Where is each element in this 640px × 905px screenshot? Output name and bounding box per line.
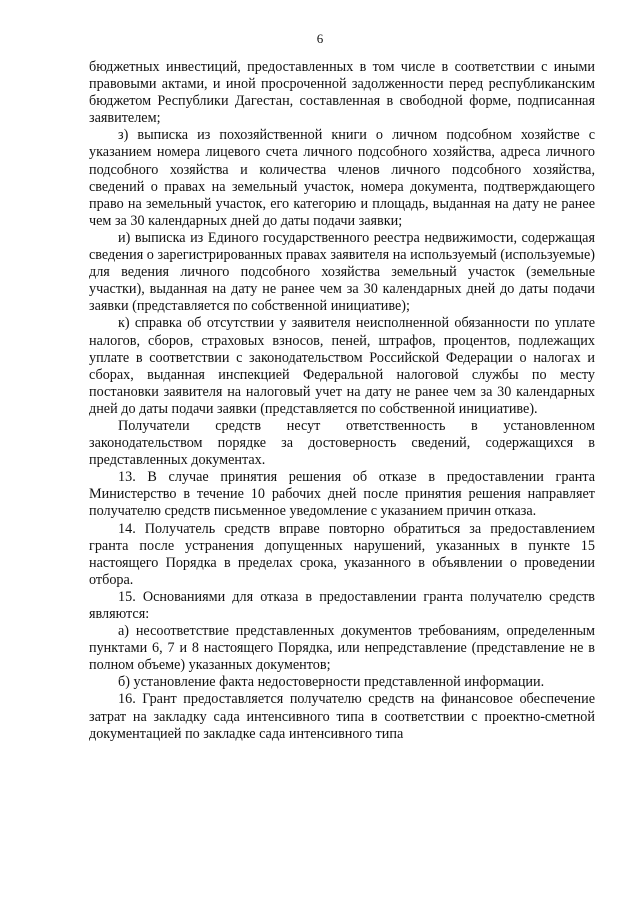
paragraph: з) выписка из похозяйственной книги о личном подсобном хозяйстве с указанием номера лицевого счета личного подсобного хозяйства, адреса личного подсобного хозяйства и количества членов личного подсобного хозяйства, сведений о правах на земельный участок, номера документа, подтверждающего право на земельный участок, его категорию и площадь, выданная на дату не ранее чем за 30 календарных дней до даты подачи заявки;: [89, 127, 595, 229]
page-number: 6: [316, 31, 324, 46]
paragraph: б) установление факта недостоверности представленной информации.: [118, 674, 545, 691]
paragraph: 16. Грант предоставляется получателю средств на финансовое обеспечение затрат на закладку сада интенсивного типа в соответствии с проектно-сметной документацией по закладке сада интенсивного типа: [89, 691, 595, 742]
paragraph: 15. Основаниями для отказа в предоставлении гранта получателю средств являются:: [89, 588, 595, 622]
paragraph: бюджетных инвестиций, предоставленных в том числе в соответствии с иными правовыми актами, и иной просроченной задолженности перед республиканским бюджетом Республики Дагестан, составленная в свободной форме, подписанная заявителем;: [89, 59, 595, 127]
paragraph: 13. В случае принятия решения об отказе в предоставлении гранта Министерство в течение 10 рабочих дней после принятия решения направляет получателю средств письменное уведомление с указанием причин отказа.: [89, 469, 595, 520]
paragraph: к) справка об отсутствии у заявителя неисполненной обязанности по уплате налогов, сборов, страховых взносов, пеней, штрафов, процентов, подлежащих уплате в соответствии с законодательством Российской Федерации о налогах и сборах, выданная инспекцией Федеральной налоговой службы по месту постановки заявителя на налоговый учет на дату не ранее чем за 30 календарных дней до даты подачи заявки (представляется по собственной инициативе).: [89, 315, 595, 417]
paragraph: и) выписка из Единого государственного реестра недвижимости, содержащая сведения о зарегистрированных правах заявителя на используемый (используемые) для ведения личного подсобного хозяйства земельный участок (земельные участки), выданная на дату не ранее чем за 30 календарных дней до даты подачи заявки (представляется по собственной инициативе);: [89, 229, 595, 315]
paragraph: Получатели средств несут ответственность в установленном законодательством порядке за достоверность сведений, содержащихся в представленных документах.: [89, 417, 595, 469]
paragraph: 14. Получатель средств вправе повторно обратиться за предоставлением гранта после устранения допущенных нарушений, указанных в пункте 15 настоящего Порядка в пределах срока, указанного в объявлении о проведении отбора.: [89, 520, 595, 588]
paragraph: а) несоответствие представленных документов требованиям, определенным пунктами 6, 7 и 8 настоящего Порядка, или непредставление (представление не в полном объеме) указанных документов;: [89, 623, 595, 674]
document-body: [89, 59, 595, 743]
